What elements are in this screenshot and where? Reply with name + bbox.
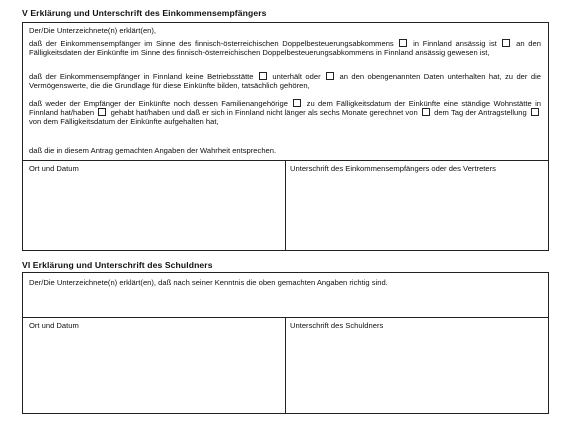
checkbox-no-establishment-past[interactable]: [326, 72, 334, 80]
para3-text-d: dem Tag der Antragstellung: [434, 108, 527, 118]
checkbox-resident-at-due-dates[interactable]: [502, 39, 510, 47]
section-vi-signature-label: Unterschrift des Schuldners: [290, 321, 384, 330]
para1-text-a: daß der Einkommensempfänger im Sinne des finnisch-österreichischen Doppelbesteuerungsabkommens: [29, 39, 394, 48]
section-vi-place-date-label: Ort und Datum: [29, 321, 79, 330]
checkbox-from-application-date[interactable]: [422, 108, 430, 116]
section-v-signature-field[interactable]: [286, 186, 548, 250]
para2-text-c: an den obengenannten Daten unterhalten hat, zu der die Vermögenswerte, die die Grundlage für diese Einkünfte bilden, tatsächlich gehören,: [29, 72, 541, 91]
section-v-signature-label: Unterschrift des Einkommensempfängers oder des Vertreters: [290, 164, 496, 173]
section-v-para-truth: daß die in diesem Antrag gemachten Angaben der Wahrheit entsprechen.: [29, 146, 277, 155]
para3-text-e: von dem Fälligkeitsdatum der Einkünfte aufgehalten hat,: [29, 117, 219, 127]
section-v-title: V Erklärung und Unterschrift des Einkommensempfängers: [22, 8, 267, 18]
para3-text-a: daß weder der Empfänger der Einkünfte noch dessen Familienangehörige: [29, 99, 288, 108]
section-v-place-date-field[interactable]: [23, 176, 284, 250]
checkbox-no-establishment-current[interactable]: [259, 72, 267, 80]
section-v-para-abode: [29, 99, 541, 127]
para2-text-a: daß der Einkommensempfänger in Finnland keine Betriebsstätte: [29, 72, 254, 81]
section-v-para-establishment: [29, 72, 541, 90]
checkbox-family-members[interactable]: [293, 99, 301, 107]
para3-text-c: gehabt hat/haben und daß er sich in Finnland nicht länger als sechs Monate gerechnet von: [110, 108, 418, 118]
checkbox-had-abode[interactable]: [98, 108, 106, 116]
section-vi-place-date-field[interactable]: [23, 334, 284, 413]
section-v-place-date-label: Ort und Datum: [29, 164, 79, 173]
section-vi-statement: Der/Die Unterzeichnete(n) erklärt(en), daß nach seiner Kenntnis die oben gemachten Angaben richtig sind.: [29, 278, 388, 287]
para1-text-c: an den Fälligkeitsdaten der Einkünfte im Sinne des finnisch-österreichischen Doppelbesteuerungsabkommens in Finnland ansässig gewesen ist,: [29, 39, 541, 58]
section-vi-signature-field[interactable]: [286, 334, 548, 413]
section-vi-title: VI Erklärung und Unterschrift des Schuldners: [22, 260, 213, 270]
section-v-intro: Der/Die Unterzeichnete(n) erklärt(en),: [29, 26, 157, 35]
para2-text-b: unterhält oder: [272, 72, 321, 81]
para1-text-b: in Finnland ansässig ist: [413, 39, 497, 48]
para3-text-b: zu dem Fälligkeitsdatum der Einkünfte eine ständige Wohnstätte in Finnland hat/haben: [29, 99, 541, 118]
checkbox-from-due-date[interactable]: [531, 108, 539, 116]
section-v-para-residence: [29, 39, 541, 57]
checkbox-resident[interactable]: [399, 39, 407, 47]
